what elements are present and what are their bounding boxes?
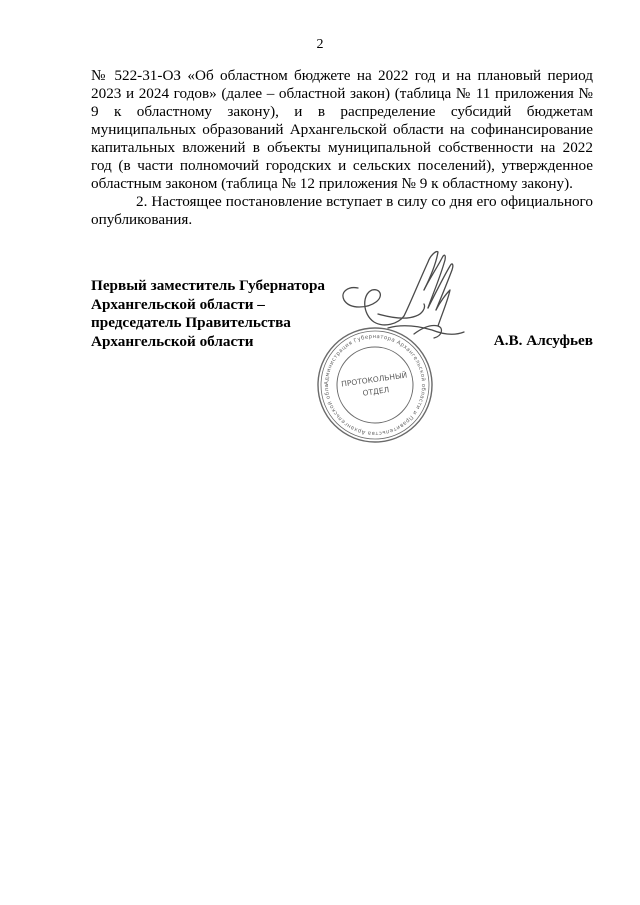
document-body xyxy=(91,67,593,229)
signatory-name: А.В. Алсуфьев xyxy=(493,332,593,349)
paragraph-line: № 522-31-ОЗ «Об областном бюджете на 2022 год и на плановый период xyxy=(91,67,593,84)
stamp-center-text: ОТДЕЛ xyxy=(362,385,390,398)
paragraph-line: законом (таблица № 12 приложения № 9 к областному закону). xyxy=(165,175,573,192)
handwritten-signature xyxy=(318,244,478,354)
paragraph-line: вложений в объекты муниципальной собственности на 2022 год (в части xyxy=(91,139,593,174)
signatory-position-line: Архангельской области xyxy=(91,332,254,350)
paragraph-continuation xyxy=(91,67,593,193)
paragraph-line: полномочий городских и сельских поселений), утвержденное областным xyxy=(91,157,593,192)
paragraph-line: 2023 и 2024 годов» (далее – областной закон) (таблица № 11 приложения № 9 xyxy=(91,85,593,120)
stamp-center-text: ПРОТОКОЛЬНЫЙ xyxy=(340,370,408,389)
signatory-position-line: председатель Правительства xyxy=(91,314,291,331)
paragraph-effective-date: 2. Настоящее постановление вступает в силу со дня его официального опубликования. xyxy=(91,193,593,228)
signatory-position-line: Архангельской области – xyxy=(91,295,265,313)
paragraph-line: образований Архангельской области на софинансирование капитальных xyxy=(91,121,593,156)
page-number: 2 xyxy=(316,37,324,52)
paragraph-line: к областному закону), и в распределение субсидий бюджетам муниципальных xyxy=(91,103,594,138)
stamp-ring-text: Администрация Губернатора Архангельской области и Правительства Архангельской обла xyxy=(323,333,427,437)
signatory-position-line: Первый заместитель Губернатора xyxy=(91,277,325,294)
